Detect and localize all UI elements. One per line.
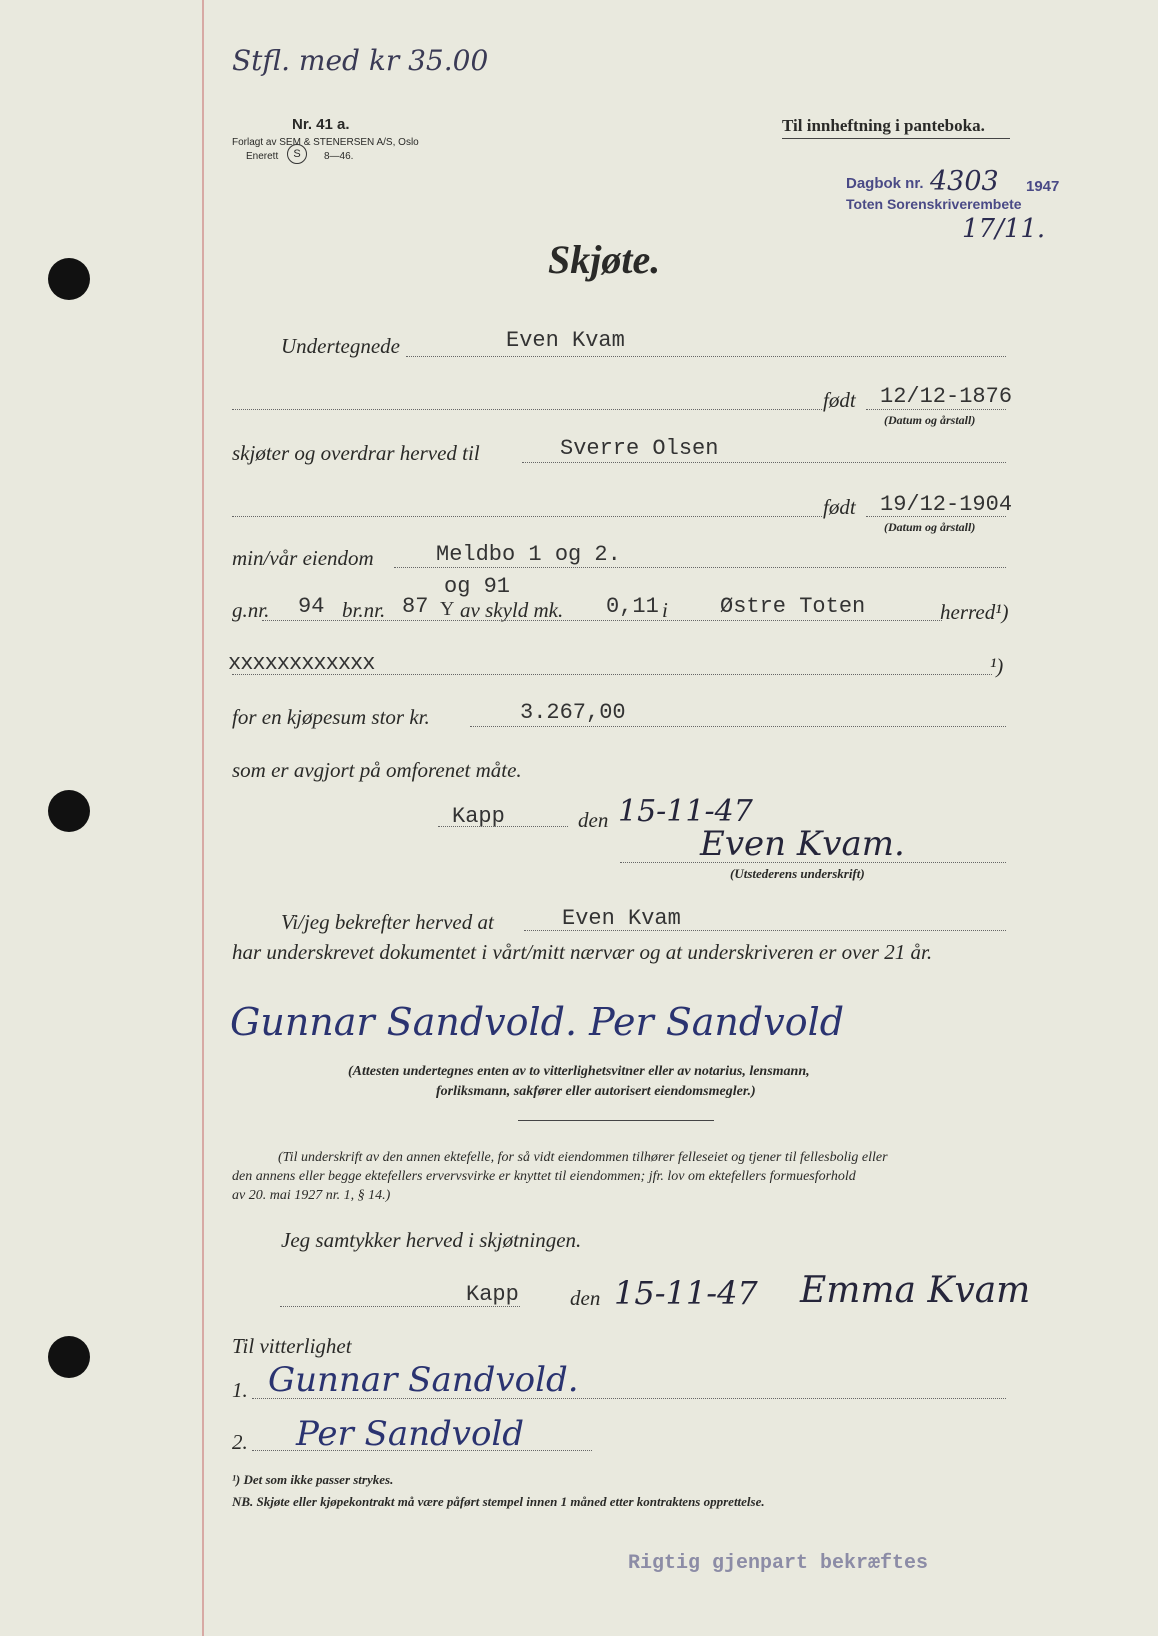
place2: Kapp [466,1282,519,1307]
publisher-logo-icon: S [287,144,307,164]
spouse-note-1: (Til underskrift av den annen ektefelle, for så vidt eiendommen tilhører felleseiet og tjener til fellesbolig eller [278,1150,888,1165]
insert-mark-icon: Y [440,598,455,620]
separator-line [518,1120,714,1121]
brnr-label: br.nr. [342,598,386,622]
og91-insert: og 91 [444,574,511,599]
stamp-office: Toten Sorenskriverembete [846,196,1022,212]
spouse-note-3: av 20. mai 1927 nr. 1, § 14.) [232,1188,391,1203]
signature-line [620,862,1006,863]
fee-note: Stfl. med kr 35.00 [232,44,489,77]
document-title: Skjøte. [548,237,661,282]
footnote-2: NB. Skjøte eller kjøpekontrakt må være påført stempel innen 1 måned etter kontraktens opprettelse. [232,1494,765,1509]
field-line [406,356,1006,357]
dagbok-year: 1947 [1026,178,1060,195]
bekrefter-label: Vi/jeg bekrefter herved at [281,910,494,934]
field-line [394,567,1006,568]
field-line [232,409,822,410]
dagbok-number: 4303 [930,166,999,197]
field-line [232,516,822,517]
underskrevet-text: har underskrevet dokumentet i vårt/mitt nærvær og at underskriveren er over 21 år. [232,940,933,964]
undertegnede-value: Even Kvam [506,328,625,353]
footnote-1: ¹) Det som ikke passer strykes. [232,1472,394,1487]
herred-value: Østre Toten [720,594,866,619]
header-note: Til innheftning i panteboka. [782,116,985,135]
field-line [866,409,1006,410]
datum-hint-2: (Datum og årstall) [884,520,976,534]
attest-note-1: (Attesten undertegnes enten av to vitterlighetsvitner eller av notarius, lensmann, [348,1064,810,1079]
date2: 15-11-47 [614,1274,758,1312]
stamp-date: 17/11. [962,214,1046,244]
field-line [252,1398,1006,1399]
herred-label: herred¹) [940,600,1009,624]
witness2-number: 2. [232,1430,248,1454]
punch-hole [48,790,90,832]
bekrefter-value: Even Kvam [562,906,681,931]
samtykker-text: Jeg samtykker herved i skjøtningen. [281,1228,582,1252]
footnote-ref: ¹) [990,654,1004,678]
den-label: den [578,808,609,832]
skjoter-label: skjøter og overdrar herved til [232,441,480,465]
header-underline [782,138,1010,139]
kjopesum-label: for en kjøpesum stor kr. [232,705,430,729]
field-line [866,516,1006,517]
witness2-signature: Per Sandvold [296,1414,525,1454]
field-line [252,1450,592,1451]
brnr-value: 87 [402,594,429,619]
certification-stamp: Rigtig gjenpart bekræftes [628,1552,929,1575]
field-line [522,462,1006,463]
witness1-number: 1. [232,1378,248,1402]
gnr-value: 94 [298,594,325,619]
datum-hint: (Datum og årstall) [884,413,976,427]
crossed-out-text: xxxxxxxxxxxx [228,651,375,676]
eiendom-label: min/vår eiendom [232,546,374,570]
skjoter-value: Sverre Olsen [560,436,719,461]
punch-hole [48,1336,90,1378]
attest-note-2: forliksmann, sakfører eller autorisert eiendomsmegler.) [436,1084,756,1099]
utsteder-hint: (Utstederens underskrift) [730,866,865,881]
field-line [262,620,942,621]
i-label: i [662,598,668,622]
dagbok-label: Dagbok nr. [846,175,924,192]
fodt1-value: 12/12-1876 [880,384,1013,409]
skyld-value: 0,11 [606,594,659,619]
field-line [438,826,568,827]
eiendom-value: Meldbo 1 og 2. [436,542,621,567]
avgjort-text: som er avgjort på omforenet måte. [232,758,522,782]
fodt2-value: 19/12-1904 [880,492,1013,517]
form-date: 8—46. [324,151,354,162]
punch-hole [48,258,90,300]
form-number: Nr. 41 a. [292,116,350,133]
margin-rule [202,0,204,1636]
place1: Kapp [452,804,505,829]
witness1-signature: Gunnar Sandvold. [268,1360,579,1400]
fodt1-label: født [823,388,856,412]
fodt2-label: født [823,495,856,519]
signature-seller: Even Kvam. [700,824,905,864]
spouse-note-2: den annens eller begge ektefellers ervervsvirke er knyttet til eiendommen; jfr. lov om ektefellers formuesforhold [232,1169,856,1184]
field-line [470,726,1006,727]
field-line [232,674,992,675]
kjopesum-value: 3.267,00 [520,700,626,725]
vitterlighet-label: Til vitterlighet [232,1334,352,1358]
undertegnede-label: Undertegnede [281,334,400,358]
publisher-enerett: Enerett [246,151,279,162]
publisher-line: Forlagt av SEM & STENERSEN A/S, Oslo [232,137,419,148]
witness-signatures: Gunnar Sandvold. Per Sandvold [230,1000,845,1044]
den-label-2: den [570,1286,601,1310]
gnr-label: g.nr. [232,598,270,622]
signature-spouse: Emma Kvam [800,1270,1031,1311]
skyld-label: av skyld mk. [460,598,564,622]
date1: 15-11-47 [618,794,753,829]
